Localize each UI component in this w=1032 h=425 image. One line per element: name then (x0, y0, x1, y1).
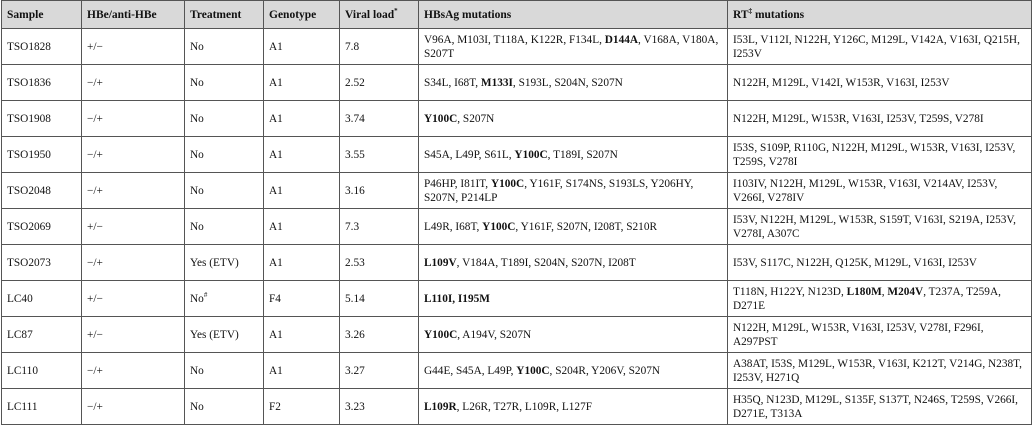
header-row (2, 1, 1032, 29)
cell-hbsag-mutations: G44E, S45A, L49P, Y100C, S204R, Y206V, S207N (419, 353, 728, 389)
cell-treatment: No# (185, 281, 264, 317)
header-viral-load: Viral load* (340, 1, 419, 29)
cell-rt-mutations: I53V, N122H, M129L, W153R, S159T, V163I, S219A, I253V, V278I, A307C (728, 209, 1032, 245)
cell-hbsag-mutations: L109R, L26R, T27R, L109R, L127F (419, 389, 728, 425)
table-row (2, 245, 1032, 281)
cell-hbe-status: −/+ (82, 353, 185, 389)
cell-viral-load: 3.26 (340, 317, 419, 353)
cell-sample: LC111 (2, 389, 82, 425)
table-row (2, 209, 1032, 245)
cell-hbsag-mutations: L109V, V184A, T189I, S204N, S207N, I208T (419, 245, 728, 281)
table-row (2, 137, 1032, 173)
highlighted-mutation: L109R (424, 400, 457, 413)
highlighted-mutation: Y100C (482, 220, 516, 233)
cell-hbe-status: +/− (82, 317, 185, 353)
cell-viral-load: 3.16 (340, 173, 419, 209)
cell-hbsag-mutations: Y100C, A194V, S207N (419, 317, 728, 353)
highlighted-mutation: L110I, I195M (424, 292, 490, 305)
cell-sample: TSO2073 (2, 245, 82, 281)
highlighted-mutation: M204V (887, 285, 924, 298)
cell-rt-mutations: I53L, V112I, N122H, Y126C, M129L, V142A, V163I, Q215H, I253V (728, 29, 1032, 65)
cell-treatment: No (185, 209, 264, 245)
header-rt-mutations: RT‡ mutations (728, 1, 1032, 29)
table-row (2, 281, 1032, 317)
header-hbsag-mutations: HBsAg mutations (419, 1, 728, 29)
cell-hbsag-mutations: S45A, L49P, S61L, Y100C, T189I, S207N (419, 137, 728, 173)
cell-viral-load: 3.23 (340, 389, 419, 425)
cell-hbe-status: −/+ (82, 245, 185, 281)
cell-genotype: A1 (264, 317, 340, 353)
cell-hbsag-mutations: L49R, I68T, Y100C, Y161F, S207N, I208T, S210R (419, 209, 728, 245)
cell-hbe-status: −/+ (82, 173, 185, 209)
cell-treatment: No (185, 29, 264, 65)
mutations-table (1, 0, 1032, 425)
table-row (2, 389, 1032, 425)
highlighted-mutation: Y100C (516, 364, 550, 377)
cell-sample: TSO1908 (2, 101, 82, 137)
header-hbe: HBe/anti-HBe (82, 1, 185, 29)
cell-rt-mutations: I53V, S117C, N122H, Q125K, M129L, V163I, I253V (728, 245, 1032, 281)
cell-sample: LC87 (2, 317, 82, 353)
cell-hbe-status: −/+ (82, 137, 185, 173)
cell-rt-mutations: N122H, M129L, W153R, V163I, I253V, V278I, F296I, A297PST (728, 317, 1032, 353)
cell-treatment: Yes (ETV) (185, 245, 264, 281)
cell-hbe-status: +/− (82, 209, 185, 245)
cell-sample: TSO2048 (2, 173, 82, 209)
cell-rt-mutations: I103IV, N122H, M129L, W153R, V163I, V214AV, I253V, V266I, V278IV (728, 173, 1032, 209)
cell-viral-load: 3.27 (340, 353, 419, 389)
cell-genotype: F2 (264, 389, 340, 425)
cell-rt-mutations: N122H, M129L, W153R, V163I, I253V, T259S, V278I (728, 101, 1032, 137)
cell-rt-mutations: N122H, M129L, V142I, W153R, V163I, I253V (728, 65, 1032, 101)
cell-hbe-status: −/+ (82, 389, 185, 425)
cell-treatment: No (185, 137, 264, 173)
cell-viral-load: 3.55 (340, 137, 419, 173)
cell-genotype: A1 (264, 65, 340, 101)
cell-treatment: No (185, 389, 264, 425)
highlighted-mutation: Y100C (514, 148, 548, 161)
cell-sample: TSO1828 (2, 29, 82, 65)
cell-genotype: F4 (264, 281, 340, 317)
cell-hbe-status: +/− (82, 281, 185, 317)
highlighted-mutation: Y100C (424, 328, 458, 341)
highlighted-mutation: L180M (846, 285, 882, 298)
header-genotype: Genotype (264, 1, 340, 29)
table-row (2, 101, 1032, 137)
table-row (2, 29, 1032, 65)
cell-viral-load: 3.74 (340, 101, 419, 137)
cell-genotype: A1 (264, 353, 340, 389)
highlighted-mutation: D144A (604, 33, 639, 46)
cell-hbsag-mutations: V96A, M103I, T118A, K122R, F134L, D144A, V168A, V180A, S207T (419, 29, 728, 65)
cell-hbe-status: −/+ (82, 101, 185, 137)
cell-sample: LC110 (2, 353, 82, 389)
cell-rt-mutations: A38AT, I53S, M129L, W153R, V163I, K212T, V214G, N238T, I253V, H271Q (728, 353, 1032, 389)
cell-hbsag-mutations: Y100C, S207N (419, 101, 728, 137)
cell-genotype: A1 (264, 137, 340, 173)
highlighted-mutation: Y100C (424, 112, 458, 125)
cell-treatment: No (185, 101, 264, 137)
cell-rt-mutations: H35Q, N123D, M129L, S135F, S137T, N246S, T259S, V266I, D271E, T313A (728, 389, 1032, 425)
table-row (2, 173, 1032, 209)
cell-viral-load: 2.52 (340, 65, 419, 101)
cell-sample: TSO1950 (2, 137, 82, 173)
cell-hbe-status: +/− (82, 29, 185, 65)
cell-genotype: A1 (264, 209, 340, 245)
table-body (2, 29, 1032, 425)
cell-genotype: A1 (264, 101, 340, 137)
cell-hbsag-mutations (419, 281, 728, 317)
table-row (2, 353, 1032, 389)
header-treatment: Treatment (185, 1, 264, 29)
highlighted-mutation: M133I (480, 76, 513, 89)
cell-treatment: No (185, 65, 264, 101)
cell-hbe-status: −/+ (82, 65, 185, 101)
cell-hbsag-mutations: P46HP, I81IT, Y100C, Y161F, S174NS, S193LS, Y206HY, S207N, P214LP (419, 173, 728, 209)
cell-genotype: A1 (264, 29, 340, 65)
cell-treatment: No (185, 353, 264, 389)
highlighted-mutation: Y100C (490, 177, 525, 190)
cell-viral-load: 7.8 (340, 29, 419, 65)
cell-treatment: Yes (ETV) (185, 317, 264, 353)
cell-viral-load: 5.14 (340, 281, 419, 317)
table-row (2, 317, 1032, 353)
cell-viral-load: 7.3 (340, 209, 419, 245)
highlighted-mutation: L109V (424, 256, 457, 269)
cell-genotype: A1 (264, 245, 340, 281)
cell-treatment: No (185, 173, 264, 209)
cell-sample: TSO1836 (2, 65, 82, 101)
cell-rt-mutations: T118N, H122Y, N123D, L180M, M204V, T237A, T259A, D271E (728, 281, 1032, 317)
cell-sample: TSO2069 (2, 209, 82, 245)
cell-rt-mutations: I53S, S109P, R110G, N122H, M129L, W153R, V163I, I253V, T259S, V278I (728, 137, 1032, 173)
table-row (2, 65, 1032, 101)
header-sample: Sample (2, 1, 82, 29)
cell-genotype: A1 (264, 173, 340, 209)
cell-hbsag-mutations: S34L, I68T, M133I, S193L, S204N, S207N (419, 65, 728, 101)
cell-sample: LC40 (2, 281, 82, 317)
cell-viral-load: 2.53 (340, 245, 419, 281)
